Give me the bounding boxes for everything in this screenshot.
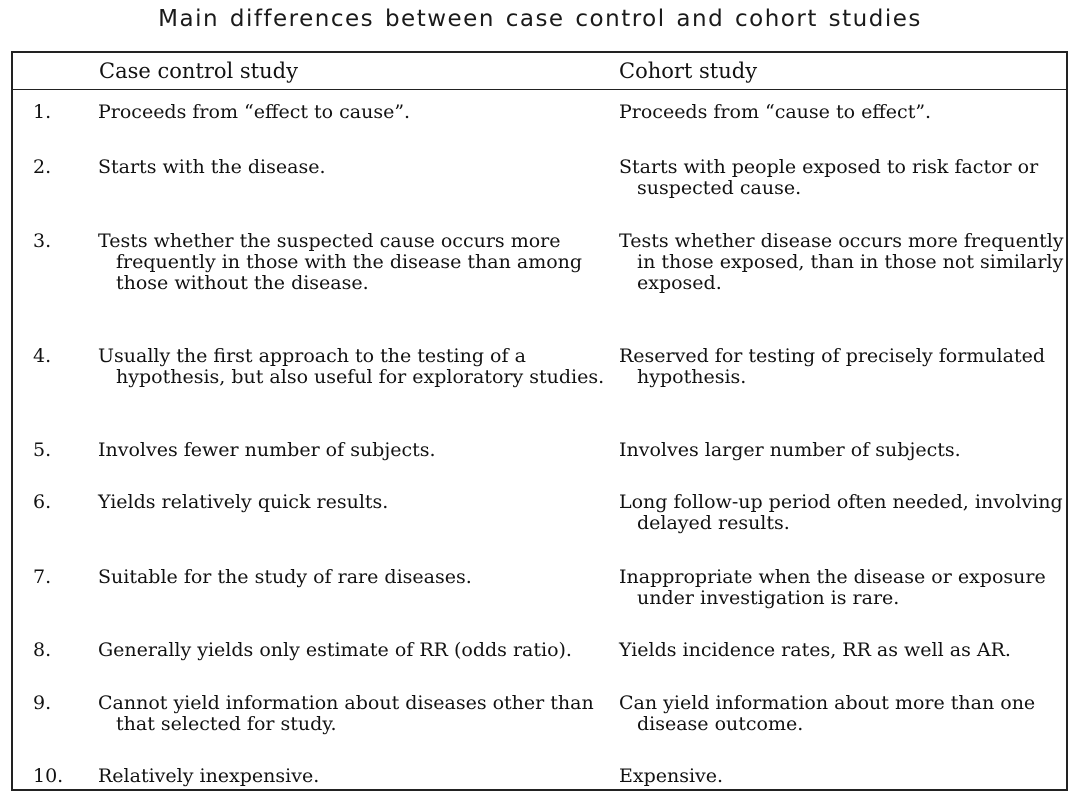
case-control-cell: Suitable for the study of rare diseases. xyxy=(98,566,472,588)
row-number: 1. xyxy=(33,101,52,123)
row-number: 5. xyxy=(33,439,52,461)
cohort-cell: Yields incidence rates, RR as well as AR. xyxy=(619,639,1011,661)
row-number: 9. xyxy=(33,692,52,714)
comparison-table xyxy=(11,51,1068,791)
row-number: 2. xyxy=(33,156,52,178)
cohort-cell: Inappropriate when the disease or exposure under investigation is rare. xyxy=(619,566,1046,609)
cohort-cell: Expensive. xyxy=(619,765,724,787)
column-header-cohort: Cohort study xyxy=(619,59,758,83)
case-control-cell: Yields relatively quick results. xyxy=(98,491,389,513)
header-divider xyxy=(13,89,1066,90)
cohort-cell: Proceeds from “cause to effect”. xyxy=(619,101,932,123)
case-control-cell: Involves fewer number of subjects. xyxy=(98,439,436,461)
cohort-cell: Reserved for testing of precisely formulated hypothesis. xyxy=(619,345,1045,388)
row-number: 8. xyxy=(33,639,52,661)
column-header-case-control: Case control study xyxy=(99,59,298,83)
page-title: Main differences between case control and cohort studies xyxy=(158,6,922,32)
cohort-cell: Can yield information about more than one disease outcome. xyxy=(619,692,1036,735)
case-control-cell: Generally yields only estimate of RR (odds ratio). xyxy=(98,639,572,661)
row-number: 10. xyxy=(33,765,64,787)
cohort-cell: Long follow-up period often needed, involving delayed results. xyxy=(619,491,1063,534)
row-number: 7. xyxy=(33,566,52,588)
case-control-cell: Starts with the disease. xyxy=(98,156,326,178)
cohort-cell: Starts with people exposed to risk factor or suspected cause. xyxy=(619,156,1039,199)
cohort-cell: Tests whether disease occurs more frequently in those exposed, than in those not similarly exposed. xyxy=(619,230,1064,294)
case-control-cell: Proceeds from “effect to cause”. xyxy=(98,101,411,123)
case-control-cell: Tests whether the suspected cause occurs more frequently in those with the disease than among those without the disease. xyxy=(98,230,583,294)
row-number: 4. xyxy=(33,345,52,367)
case-control-cell: Usually the first approach to the testing of a hypothesis, but also useful for exploratory studies. xyxy=(98,345,605,388)
cohort-cell: Involves larger number of subjects. xyxy=(619,439,961,461)
row-number: 6. xyxy=(33,491,52,513)
row-number: 3. xyxy=(33,230,52,252)
case-control-cell: Relatively inexpensive. xyxy=(98,765,320,787)
case-control-cell: Cannot yield information about diseases other than that selected for study. xyxy=(98,692,594,735)
